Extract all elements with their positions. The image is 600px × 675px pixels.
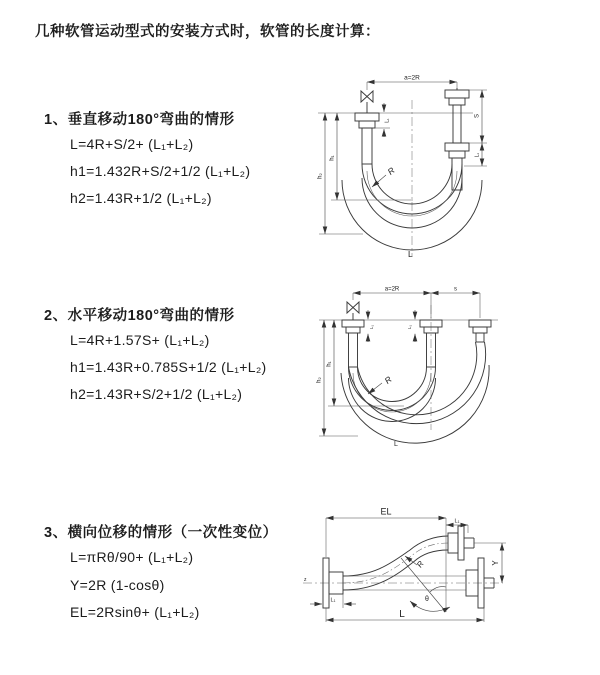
radius-leader	[368, 383, 382, 394]
section-3-heading: 3、横向位移的情形（一次性变位）	[44, 525, 278, 541]
diagram-vertical-180	[315, 68, 585, 263]
left-flange	[355, 113, 379, 164]
dim-label-y: Y	[491, 560, 500, 566]
section-3-formula-el: EL=2Rsinθ+ (L₁+L₂)	[70, 604, 200, 620]
dim-label-l1-left: L₁	[369, 324, 374, 330]
section-1-formula-h1: h1=1.432R+S/2+1/2 (L₁+L₂)	[70, 163, 251, 179]
centerline-mark: z	[304, 577, 307, 583]
dim-label-l1: L₁	[474, 152, 481, 158]
dim-label-h1: h₁	[329, 155, 336, 161]
dim-label-l: L	[399, 609, 405, 620]
section-3-formula-l: L=πRθ/90+ (L₁+L₂)	[70, 549, 194, 565]
diagram-lateral-displacement	[298, 500, 600, 658]
page-title: 几种软管运动型式的安装方式时，软管的长度计算：	[35, 24, 380, 40]
right-flange	[469, 320, 491, 342]
dim-label-s: S	[474, 113, 481, 119]
dim-label-h2: h₂	[316, 377, 323, 383]
length-label: L	[408, 249, 413, 259]
upper-flange	[448, 526, 474, 560]
dim-label-l1-mid: L₁	[407, 324, 412, 330]
dim-label-h1: h₁	[326, 361, 333, 367]
length-label: L	[394, 441, 398, 448]
diagram-horizontal-180	[316, 280, 588, 458]
section-3-formula-y: Y=2R (1-cosθ)	[70, 577, 165, 593]
section-2-formula-h1: h1=1.43R+0.785S+1/2 (L₁+L₂)	[70, 359, 267, 375]
dim-label-h2: h₂	[317, 173, 324, 179]
radius-label: R	[415, 559, 426, 570]
section-1-formula-l: L=4R+S/2+ (L₁+L₂)	[70, 136, 194, 152]
angle-label: θ	[425, 596, 429, 603]
left-flange	[342, 320, 364, 367]
section-1-formula-h2: h2=1.43R+1/2 (L₁+L₂)	[70, 190, 212, 206]
dim-label-el: EL	[380, 506, 392, 517]
hose-u-bends	[341, 342, 489, 443]
radius-label: R	[382, 374, 394, 386]
valve-icon	[361, 91, 373, 113]
dim-label-l1-left: L₁	[384, 118, 391, 123]
dim-label-l1-top: L₁	[454, 518, 460, 525]
dim-label-l1-left: L₁	[330, 597, 336, 604]
section-2-formula-h2: h2=1.43R+S/2+1/2 (L₁+L₂)	[70, 386, 243, 402]
dim-label-a2r: a=2R	[384, 286, 400, 293]
radius-label: R	[385, 165, 397, 177]
dim-label-s: s	[454, 286, 457, 293]
valve-icon	[347, 302, 359, 320]
hose-s-curve	[343, 536, 448, 590]
section-1-heading: 1、垂直移动180°弯曲的情形	[44, 112, 235, 128]
dim-label-a2r: a=2R	[404, 74, 420, 82]
section-2-formula-l: L=4R+1.57S+ (L₁+L₂)	[70, 332, 210, 348]
section-2-heading: 2、水平移动180°弯曲的情形	[44, 308, 235, 324]
